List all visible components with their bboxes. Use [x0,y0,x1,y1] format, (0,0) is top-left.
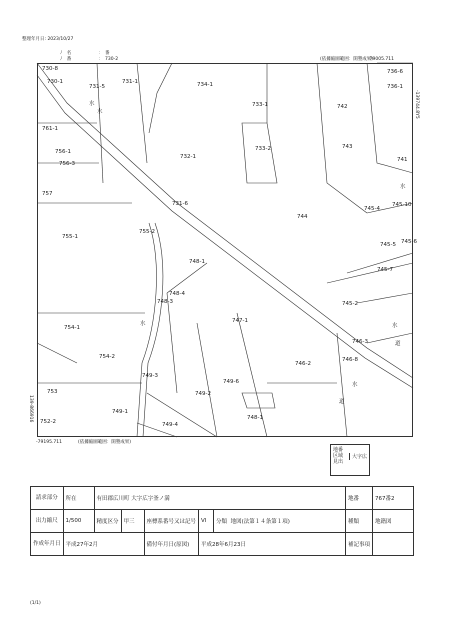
lot-area-stamp [330,444,370,476]
parcel-label: 754-1 [64,325,80,331]
location-label: 所在 [63,487,94,510]
parcel-label: 733-2 [255,146,271,152]
parcel-label: 730-8 [42,66,58,72]
parcel-label: 743 [342,144,353,150]
parcel-label: 753 [47,389,58,395]
parcel-label: 731-5 [89,84,105,90]
parcel-label: 746-8 [342,357,358,363]
type-label: 種類 [345,510,372,533]
stamp-label: 大字広 [349,453,367,460]
coord-top-right: -79005.711 [368,57,394,62]
parcel-label: 756-3 [59,161,75,167]
parcel-label: 731-6 [172,201,188,207]
location-value: 有田郡広川町 大字広字釜ノ満 [94,487,345,510]
page-number: (1/1) [30,601,41,606]
prepared-label: 備付年月日(原図) [144,533,199,556]
parcel-label: 745-7 [377,267,393,273]
stamp-line-3: 見出 [333,459,344,465]
parcel-label: 747-1 [232,318,248,324]
classification-label: 分類 [216,519,228,525]
parcel-label: 741 [397,157,408,163]
parcel-label: 745-2 [342,301,358,307]
parcel-label: 748-1 [247,415,263,421]
parcel-label: 732-1 [180,154,196,160]
coord-top-small: (依據縮圖範囲：開墾成果) [320,57,374,62]
classification-value: 地図(法第１４条第１項) [230,519,290,525]
parcel-label: 755-2 [139,229,155,235]
created-value: 平成27年2月 [63,533,144,556]
coord-system-label: 座標系番号又は記号 [144,510,199,533]
road-label: 道 [339,399,345,405]
applicant-label: 請求部分 [31,487,64,510]
parcel-label: 746-2 [295,361,311,367]
parcel-label: 734-1 [197,82,213,88]
parcel-label: 748-3 [157,299,173,305]
parcel-label: 754-2 [99,354,115,360]
parcel-label: 761-1 [42,126,58,132]
location-line-1: ﾉ 名 ： 番 [60,51,110,56]
coord-bottom-small: (依據縮圖範囲：開墾成果) [78,440,132,445]
stamp-line-2: 区域 [333,453,344,459]
parcel-label: 731-1 [122,79,138,85]
parcel-label: 736-1 [387,84,403,90]
parcel-label: 749-3 [142,373,158,379]
parcel-label: 756-1 [55,149,71,155]
parcel-label: 752-2 [40,419,56,425]
note-label: 補記事項 [345,533,372,556]
location-line-2: ﾉ 番 ： 730-2 [60,57,119,62]
lot-value: 767番2 [372,487,413,510]
water-label: 水 [400,184,406,190]
accuracy-value: 甲三 [121,510,144,533]
prepared-value: 平成28年6月23日 [199,533,346,556]
coord-right-vertical: -139744.8Y5 [414,90,419,119]
parcel-label: 749-6 [223,379,239,385]
lot-label: 地番 [345,487,372,510]
accuracy-label: 精度区分 [94,510,121,533]
water-channel-east [143,223,163,437]
parcel-label: 748-1 [189,259,205,265]
info-table [30,486,414,556]
coord-bottom-left: -79195.711 [36,440,62,445]
parcel-label: 745-5 [380,242,396,248]
water-label: 水 [89,101,95,107]
created-label: 作成年月日 [31,533,64,556]
road-edge-north [37,63,413,378]
scale-label: 出力縮尺 [31,510,64,533]
parcel-label: 749-4 [162,422,178,428]
parcel-label: 749-1 [112,409,128,415]
note-value [372,533,413,556]
stamp-line-1: 地番 [333,447,344,453]
coord-system-value: VI [199,510,214,533]
parcel-label: 748-4 [169,291,185,297]
parcel-label: 744 [297,214,308,220]
road-label: 道 [395,341,401,347]
parcel-label: 745-4 [364,206,380,212]
coord-left-vertical: 139-866916 [28,395,33,423]
parcel-label: 746-3 [352,339,368,345]
parcel-label: 733-1 [252,102,268,108]
parcel-label: 745-6 [401,239,417,245]
water-channel-west [137,223,156,437]
parcel-label: 742 [337,104,348,110]
water-label: 水 [392,323,398,329]
type-value: 地籍図 [372,510,413,533]
water-label: 水 [352,382,358,388]
water-label: 水 [140,321,146,327]
parcel-label: 730-1 [47,79,63,85]
parcel-label: 755-1 [62,234,78,240]
water-label: 水 [97,109,103,115]
parcel-label: 736-6 [387,69,403,75]
parcel-label: 749-2 [195,391,211,397]
parcel-label: 757 [42,191,53,197]
scale-value: 1/500 [63,510,94,533]
classification [214,510,346,533]
issue-date: 整理年月日: 2023/10/27 [22,37,74,42]
parcel-label: 745-10 [392,202,412,208]
